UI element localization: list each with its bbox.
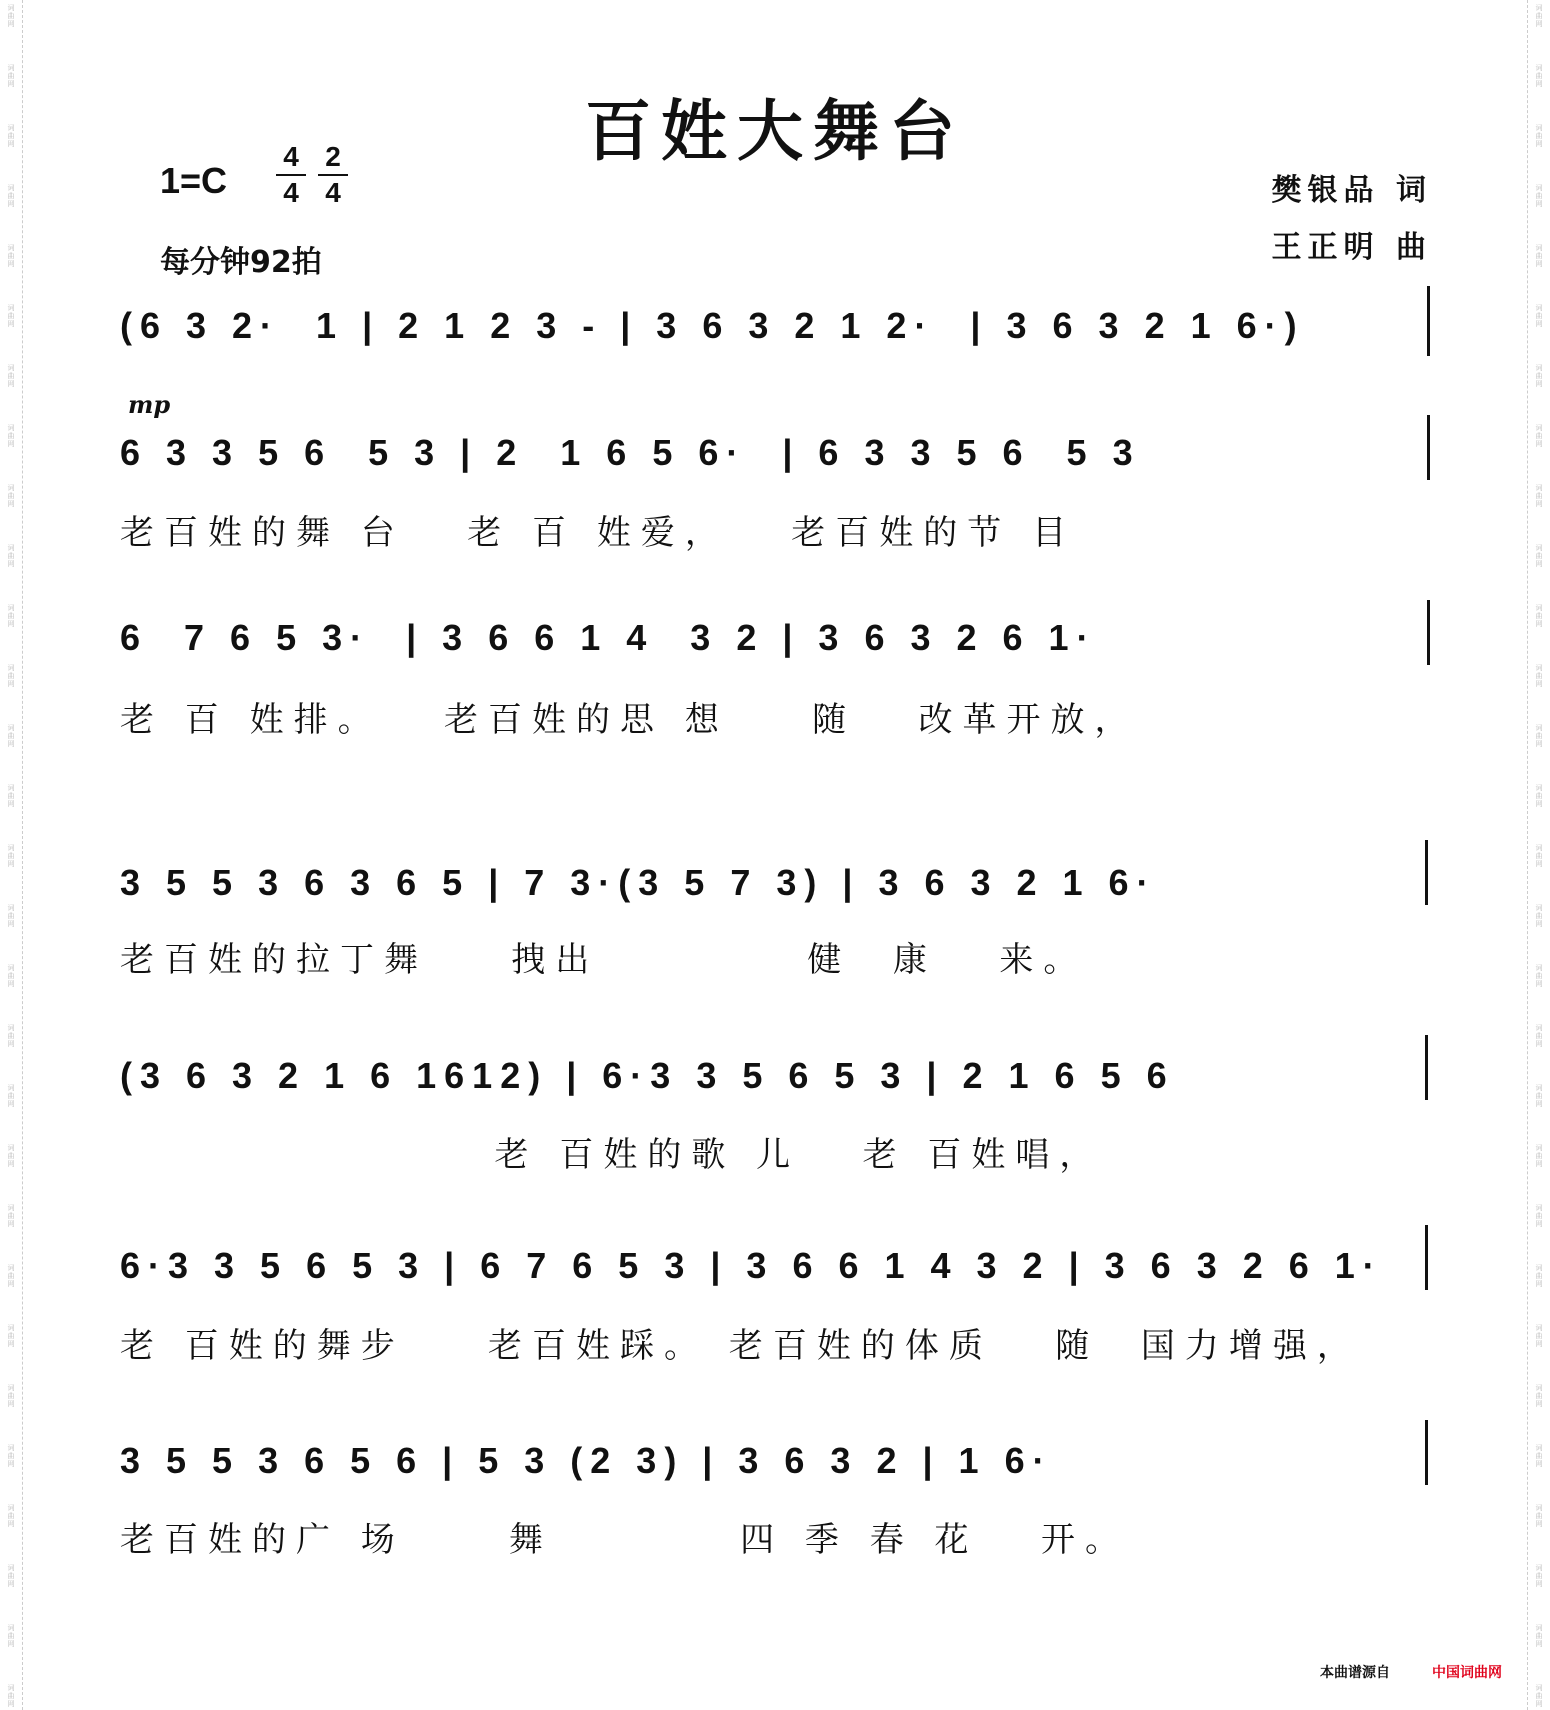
watermark-text: 词 曲 网 <box>7 4 15 28</box>
key-signature: 1=C <box>160 160 228 201</box>
watermark-text: 词 曲 网 <box>1535 1264 1543 1288</box>
watermark-text: 词 曲 网 <box>7 1084 15 1108</box>
watermark-text: 词 曲 网 <box>1535 1204 1543 1228</box>
watermark-text: 词 曲 网 <box>7 1384 15 1408</box>
watermark-text: 词 曲 网 <box>7 964 15 988</box>
time-sig-bottom: 4 <box>283 177 299 208</box>
lyrics-line-3: 老 百 姓排。 老百姓的思 想 随 改革开放， <box>120 700 1139 740</box>
watermark-text: 词 曲 网 <box>1535 244 1543 268</box>
watermark-text: 词 曲 网 <box>7 1024 15 1048</box>
watermark-text: 词 曲 网 <box>7 904 15 928</box>
music-line-5: (3 6 3 2 1 6 1612) | 6·3 3 5 6 5 3 | 2 1 6 5 6 <box>120 1055 1175 1096</box>
watermark-text: 词 曲 网 <box>7 604 15 628</box>
watermark-text: 词 曲 网 <box>7 364 15 388</box>
watermark-text: 词 曲 网 <box>1535 964 1543 988</box>
watermark-text: 词 曲 网 <box>1535 4 1543 28</box>
watermark-text: 词 曲 网 <box>7 184 15 208</box>
watermark-text: 词 曲 网 <box>1535 1084 1543 1108</box>
watermark-text: 词 曲 网 <box>1535 1384 1543 1408</box>
watermark-text: 词 曲 网 <box>7 544 15 568</box>
time-sig-top: 2 <box>325 141 341 172</box>
watermark-text: 词 曲 网 <box>7 1624 15 1648</box>
watermark-text: 词 曲 网 <box>7 1444 15 1468</box>
watermark-text: 词 曲 网 <box>7 1504 15 1528</box>
barline <box>1425 1035 1428 1100</box>
watermark-text: 词 曲 网 <box>7 484 15 508</box>
watermark-text: 词 曲 网 <box>1535 1564 1543 1588</box>
watermark-text: 词 曲 网 <box>7 1264 15 1288</box>
watermark-text: 词 曲 网 <box>1535 1324 1543 1348</box>
barline <box>1427 415 1430 480</box>
barline <box>1427 600 1430 665</box>
watermark-text: 词 曲 网 <box>7 304 15 328</box>
watermark-text: 词 曲 网 <box>7 1204 15 1228</box>
barline <box>1427 286 1430 356</box>
watermark-text: 词 曲 网 <box>7 1324 15 1348</box>
footer-source: 本曲谱源自 <box>1320 1665 1390 1681</box>
watermark-text: 词 曲 网 <box>7 724 15 748</box>
lyricist-credit: 樊银品 词 <box>1271 173 1432 208</box>
dynamic-marking: mp <box>128 390 171 419</box>
watermark-text: 词 曲 网 <box>1535 604 1543 628</box>
music-line-1: (6 3 2· 1 | 2 1 2 3 - | 3 6 3 2 1 2· | 3 6 3 2 1 6·) <box>120 305 1305 346</box>
music-line-7: 3 5 5 3 6 5 6 | 5 3 (2 3) | 3 6 3 2 | 1 6· <box>120 1440 1053 1481</box>
tempo-marking: 每分钟92拍 <box>160 245 322 280</box>
watermark-text: 词 曲 网 <box>1535 724 1543 748</box>
watermark-text: 词 曲 网 <box>1535 664 1543 688</box>
watermark-text: 词 曲 网 <box>1535 484 1543 508</box>
watermark-text: 词 曲 网 <box>7 1564 15 1588</box>
lyrics-line-4: 老百姓的拉丁舞 拽出 健 康 来。 <box>120 940 1088 980</box>
time-sig-bottom: 4 <box>325 177 341 208</box>
lyrics-line-5: 老 百姓的歌 儿 老 百姓唱， <box>120 1135 1104 1175</box>
watermark-text: 词 曲 网 <box>1535 64 1543 88</box>
watermark-text: 词 曲 网 <box>7 1144 15 1168</box>
watermark-text: 词 曲 网 <box>7 244 15 268</box>
barline <box>1425 840 1428 905</box>
music-line-4: 3 5 5 3 6 3 6 5 | 7 3·(3 5 7 3) | 3 6 3 2 1 6· <box>120 862 1157 903</box>
song-title: 百姓大舞台 <box>585 92 965 170</box>
watermark-text: 词 曲 网 <box>7 784 15 808</box>
barline <box>1425 1225 1428 1290</box>
watermark-text: 词 曲 网 <box>7 124 15 148</box>
watermark-text: 词 曲 网 <box>1535 124 1543 148</box>
watermark-text: 词 曲 网 <box>7 424 15 448</box>
watermark-text: 词 曲 网 <box>1535 1444 1543 1468</box>
music-line-3: 6 7 6 5 3· | 3 6 6 1 4 3 2 | 3 6 3 2 6 1· <box>120 617 1097 658</box>
watermark-text: 词 曲 网 <box>7 64 15 88</box>
watermark-text: 词 曲 网 <box>1535 1024 1543 1048</box>
time-signature-2-4 <box>318 142 348 208</box>
lyrics-line-2: 老百姓的舞 台 老 百 姓爱， 老百姓的节 目 <box>120 513 1077 553</box>
watermark-text: 词 曲 网 <box>1535 784 1543 808</box>
watermark-text: 词 曲 网 <box>1535 184 1543 208</box>
lyrics-line-7: 老百姓的广 场 舞 四 季 春 花 开。 <box>120 1520 1129 1560</box>
music-line-2: 6 3 3 5 6 5 3 | 2 1 6 5 6· | 6 3 3 5 6 5 3 <box>120 432 1141 473</box>
watermark-text: 词 曲 网 <box>7 1684 15 1708</box>
composer-credit: 王正明 曲 <box>1271 230 1432 265</box>
footer-site-link[interactable]: 中国词曲网 <box>1432 1665 1502 1681</box>
watermark-text: 词 曲 网 <box>7 664 15 688</box>
barline <box>1425 1420 1428 1485</box>
music-line-6: 6·3 3 5 6 5 3 | 6 7 6 5 3 | 3 6 6 1 4 3 2 | 3 6 3 2 6 1· <box>120 1245 1383 1286</box>
watermark-text: 词 曲 网 <box>1535 1684 1543 1708</box>
watermark-text: 词 曲 网 <box>1535 364 1543 388</box>
watermark-text: 词 曲 网 <box>1535 1144 1543 1168</box>
watermark-text: 词 曲 网 <box>1535 304 1543 328</box>
lyrics-line-6: 老 百姓的舞步 老百姓踩。 老百姓的体质 随 国力增强， <box>120 1326 1361 1366</box>
watermark-text: 词 曲 网 <box>1535 424 1543 448</box>
watermark-text: 词 曲 网 <box>1535 844 1543 868</box>
time-signature-4-4 <box>276 142 306 208</box>
watermark-text: 词 曲 网 <box>1535 1624 1543 1648</box>
time-sig-top: 4 <box>283 141 299 172</box>
watermark-text: 词 曲 网 <box>1535 1504 1543 1528</box>
watermark-text: 词 曲 网 <box>7 844 15 868</box>
watermark-text: 词 曲 网 <box>1535 904 1543 928</box>
watermark-text: 词 曲 网 <box>1535 544 1543 568</box>
